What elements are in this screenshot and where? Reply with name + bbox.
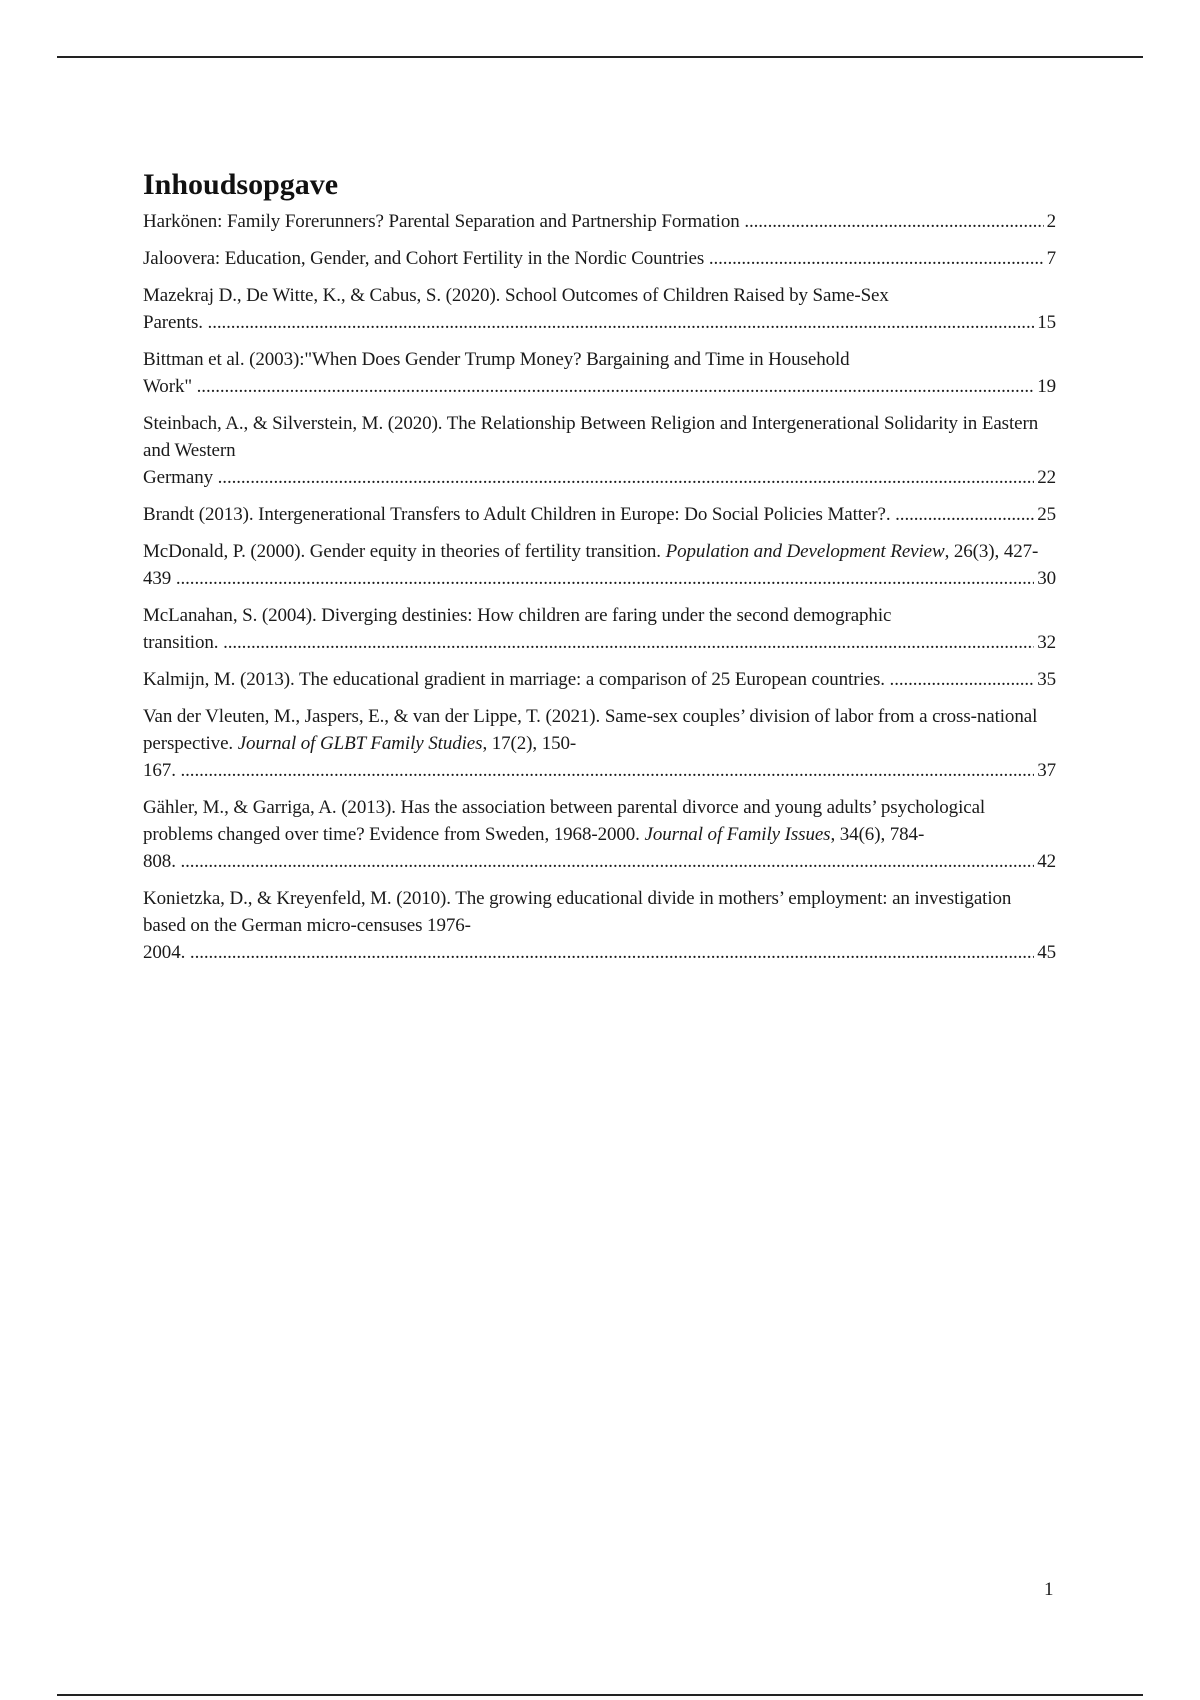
toc-entry-page[interactable]: 42 — [1034, 848, 1056, 875]
toc-entry[interactable] — [143, 602, 1056, 656]
toc-entry-title[interactable]: Gähler, M., & Garriga, A. (2013). Has the association between parental divorce and young adults’ psychological problems changed over time? Evidence from Sweden, 1968-2000. Journal of Family Issues, 34(6), 784-808. ..... — [143, 797, 1056, 872]
toc-entry-page[interactable]: 35 — [1034, 666, 1056, 693]
toc-entry[interactable] — [143, 794, 1056, 875]
footer-rule — [57, 1694, 1143, 1696]
toc-entry-title[interactable]: Bittman et al. (2003):"When Does Gender Trump Money? Bargaining and Time in Household Work" ..... — [143, 349, 1056, 397]
toc-entry-page[interactable]: 25 — [1034, 501, 1056, 528]
toc-entry-page[interactable]: 30 — [1034, 565, 1056, 592]
toc-entry-page[interactable]: 15 — [1034, 309, 1056, 336]
toc-entry-title[interactable]: Jaloovera: Education, Gender, and Cohort Fertility in the Nordic Countries ..... — [143, 248, 1056, 269]
toc-entry[interactable] — [143, 410, 1056, 491]
toc-list — [143, 208, 1056, 966]
toc-entry-title[interactable]: Kalmijn, M. (2013). The educational gradient in marriage: a comparison of 25 European countries. ..... — [143, 669, 1056, 690]
toc-entry[interactable] — [143, 666, 1056, 693]
toc-entry-title[interactable]: McLanahan, S. (2004). Diverging destinies: How children are faring under the second demographic transition. ..... — [143, 605, 1056, 653]
toc-entry[interactable] — [143, 346, 1056, 400]
toc-entry[interactable] — [143, 538, 1056, 592]
toc-entry-page[interactable]: 22 — [1034, 464, 1056, 491]
toc-entry-page[interactable]: 19 — [1034, 373, 1056, 400]
toc-entry-page[interactable]: 37 — [1034, 757, 1056, 784]
toc-entry-title[interactable]: Mazekraj D., De Witte, K., & Cabus, S. (2020). School Outcomes of Children Raised by Same-Sex Parents. ..... — [143, 285, 1056, 333]
table-of-contents — [143, 166, 1056, 976]
toc-entry-title[interactable]: Harkönen: Family Forerunners? Parental Separation and Partnership Formation ..... — [143, 211, 1056, 232]
toc-entry-page[interactable]: 32 — [1034, 629, 1056, 656]
toc-entry-title[interactable]: Konietzka, D., & Kreyenfeld, M. (2010). The growing educational divide in mothers’ employment: an investigation based on the German micro-censuses 1976-2004. ..... — [143, 888, 1056, 963]
toc-entry-page[interactable]: 45 — [1034, 939, 1056, 966]
toc-entry[interactable] — [143, 282, 1056, 336]
toc-entry-page[interactable]: 7 — [1044, 245, 1056, 272]
toc-entry-page[interactable]: 2 — [1044, 208, 1056, 235]
toc-entry-title[interactable]: McDonald, P. (2000). Gender equity in theories of fertility transition. Population and Development Review, 26(3), 427-439 ..... — [143, 541, 1056, 589]
toc-entry-title[interactable]: Brandt (2013). Intergenerational Transfers to Adult Children in Europe: Do Social Policies Matter?. ..... — [143, 504, 1056, 525]
toc-entry[interactable] — [143, 501, 1056, 528]
toc-entry[interactable] — [143, 245, 1056, 272]
toc-entry[interactable] — [143, 885, 1056, 966]
toc-heading: Inhoudsopgave — [143, 168, 339, 201]
page-number: 1 — [1044, 1579, 1054, 1600]
toc-entry[interactable] — [143, 208, 1056, 235]
toc-entry-title[interactable]: Steinbach, A., & Silverstein, M. (2020). The Relationship Between Religion and Intergenerational Solidarity in Eastern and Western Germany ..... — [143, 413, 1056, 488]
toc-entry[interactable] — [143, 703, 1056, 784]
toc-entry-title[interactable]: Van der Vleuten, M., Jaspers, E., & van der Lippe, T. (2021). Same-sex couples’ division of labor from a cross-national perspective. Journal of GLBT Family Studies, 17(2), 150-167. ..... — [143, 706, 1056, 781]
header-rule — [57, 56, 1143, 58]
